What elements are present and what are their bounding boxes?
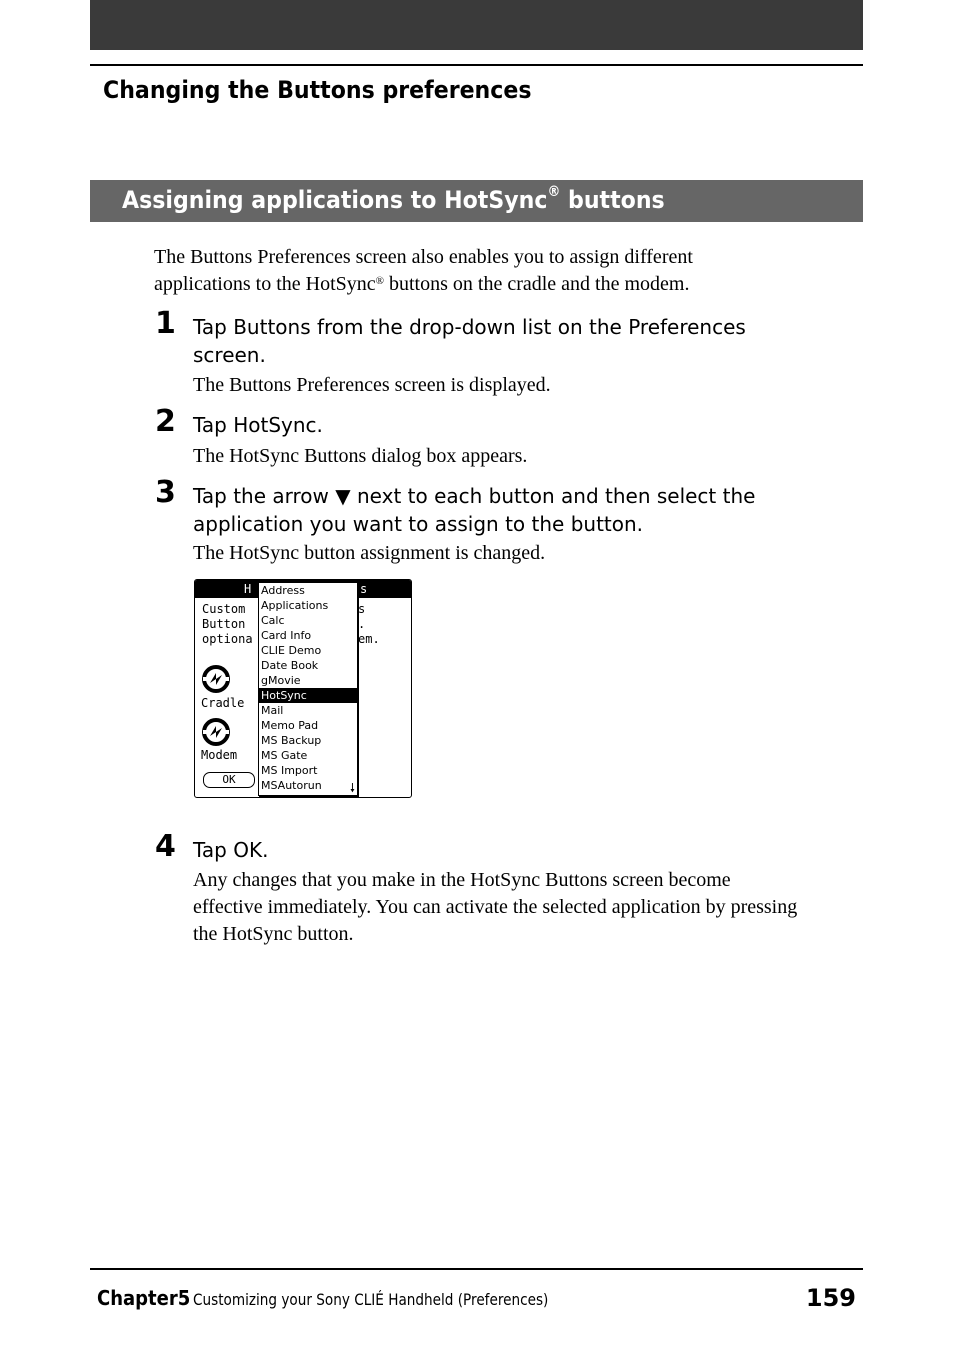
list-item[interactable]: MS Backup — [261, 734, 322, 747]
list-item[interactable]: Date Book — [261, 659, 319, 672]
hotsync-cradle-icon[interactable] — [201, 664, 231, 694]
hotsync-modem-icon[interactable] — [201, 717, 231, 747]
hotsync-buttons-screenshot — [194, 579, 412, 798]
header-rule — [90, 64, 863, 66]
dialog-description-right: s . em. — [358, 602, 380, 646]
scroll-down-arrow-icon[interactable]: 🠗 — [349, 781, 355, 795]
step-3-result: The HotSync button assignment is changed. — [193, 542, 546, 564]
section-title: Assigning applications to HotSync® buttons — [122, 184, 665, 214]
step-4-number: 4 — [155, 829, 176, 864]
step-2-number: 2 — [155, 404, 176, 439]
step-2-result: The HotSync Buttons dialog box appears. — [193, 445, 528, 467]
page-heading: Changing the Buttons preferences — [103, 76, 532, 104]
step-1-result: The Buttons Preferences screen is displayed. — [193, 374, 551, 396]
list-item-selected[interactable]: HotSync — [259, 688, 357, 703]
page-number: 159 — [805, 1284, 856, 1312]
step-1-instruction: Tap Buttons from the drop-down list on the Preferences screen. — [193, 315, 746, 367]
modem-label: Modem — [201, 748, 238, 762]
list-item[interactable]: MS Gate — [261, 749, 308, 762]
list-item[interactable]: Mail — [261, 704, 284, 717]
list-item[interactable]: MSAutorun — [261, 779, 322, 792]
footer-chapter: Chapter5 — [97, 1286, 191, 1310]
list-item[interactable]: Memo Pad — [261, 719, 319, 732]
list-item[interactable]: CLIE Demo — [261, 644, 322, 657]
list-item[interactable]: MS Import — [261, 764, 318, 777]
list-item[interactable]: Calc — [261, 614, 285, 627]
step-4-result: Any changes that you make in the HotSync Buttons screen become effective immediately. You can activate the selected application by pressing the HotSync button. — [193, 869, 798, 945]
intro-paragraph: The Buttons Preferences screen also enables you to assign different applications to the HotSync® buttons on the cradle and the modem. — [154, 246, 693, 295]
application-dropdown-list[interactable] — [258, 582, 358, 796]
list-item[interactable]: Address — [261, 584, 305, 597]
ok-button[interactable]: OK — [203, 772, 255, 788]
step-3-instruction: Tap the arrow ▼ next to each button and then select the application you want to assign to the button. — [193, 484, 756, 536]
list-item[interactable]: Applications — [261, 599, 329, 612]
list-item[interactable]: gMovie — [261, 674, 301, 687]
step-2-instruction: Tap HotSync. — [193, 413, 323, 437]
header-bar — [90, 0, 863, 50]
cradle-label: Cradle — [201, 696, 245, 710]
registered-mark: ® — [547, 184, 561, 200]
dialog-title-bar: H s — [195, 580, 411, 598]
step-1-number: 1 — [155, 306, 176, 341]
step-4-instruction: Tap OK. — [193, 838, 269, 862]
section-bar — [90, 180, 863, 222]
footer-rule — [90, 1268, 863, 1270]
footer-description: Customizing your Sony CLIÉ Handheld (Preferences) — [193, 1290, 549, 1309]
dialog-description-left: Custom Button optiona — [202, 602, 253, 646]
step-3-number: 3 — [155, 475, 176, 510]
list-item[interactable]: Card Info — [261, 629, 312, 642]
